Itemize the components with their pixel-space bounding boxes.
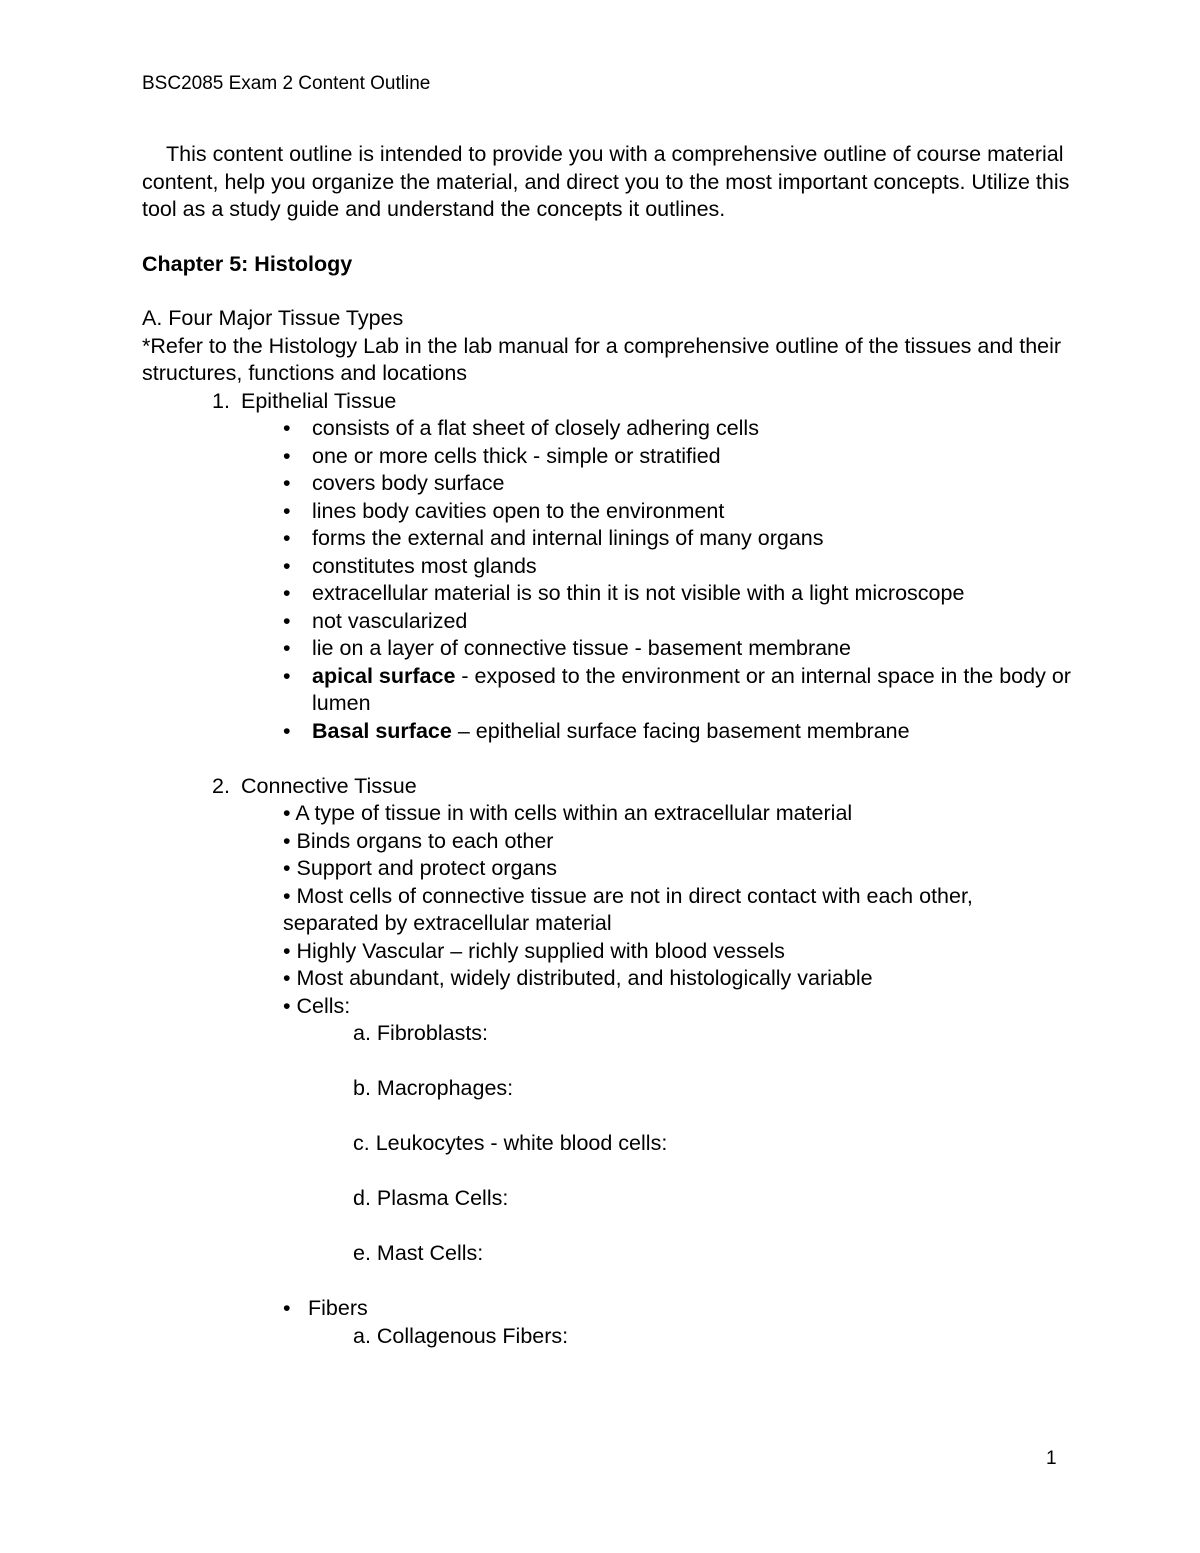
cells-list	[142, 1020, 1072, 1268]
fiber-type-item: a. Collagenous Fibers:	[353, 1323, 569, 1348]
list-item: • Highly Vascular – richly supplied with blood vessels	[283, 938, 785, 963]
list-item: • lie on a layer of connective tissue - basement membrane	[142, 635, 1072, 663]
connective-number: 2.	[212, 773, 230, 798]
bullet-icon: •	[283, 581, 291, 605]
connective-title: Connective Tissue	[241, 773, 417, 798]
list-item: • A type of tissue in with cells within an extracellular material	[283, 801, 853, 825]
intro-paragraph: This content outline is intended to provide you with a comprehensive outline of course material content, help you organize the material, and direct you to the most important concepts. Utilize this tool as a study guide and understand the concepts it outlines.	[142, 142, 1070, 221]
cell-type-item: e. Mast Cells:	[353, 1241, 484, 1265]
cell-type-item: b. Macrophages:	[353, 1076, 514, 1100]
list-item: • forms the external and internal linings of many organs	[142, 525, 1072, 553]
bullet-icon: •	[283, 1296, 291, 1320]
bullet-icon: •	[283, 443, 291, 468]
page-content	[142, 141, 1072, 1350]
cell-type-item: d. Plasma Cells:	[353, 1186, 509, 1210]
bullet-icon: •	[283, 471, 291, 495]
bullet-icon: •	[283, 636, 291, 660]
list-item-apical-surface: • apical surface - exposed to the environment or an internal space in the body or lumen	[283, 663, 1071, 715]
list-item: • Most cells of connective tissue are not in direct contact with each other, separated by extracellular material	[283, 883, 973, 935]
bullet-icon: •	[283, 416, 291, 440]
list-item: • consists of a flat sheet of closely adhering cells	[142, 415, 1072, 443]
list-item: • Most abundant, widely distributed, and histologically variable	[283, 966, 873, 990]
list-item: • constitutes most glands	[142, 553, 1072, 581]
epithelial-title: Epithelial Tissue	[241, 388, 397, 413]
fibers-list	[142, 1323, 1072, 1351]
list-item: • Cells:	[283, 993, 351, 1018]
list-item: • Support and protect organs	[283, 856, 558, 880]
section-a-note: *Refer to the Histology Lab in the lab manual for a comprehensive outline of the tissues and their structures, functions and locations	[142, 333, 1062, 385]
list-item: • not vascularized	[142, 608, 1072, 636]
page-header: BSC2085 Exam 2 Content Outline	[142, 73, 431, 94]
epithelial-heading	[142, 388, 1072, 416]
connective-list	[142, 800, 1072, 1020]
bullet-icon: •	[283, 663, 291, 688]
fibers-label: Fibers	[308, 1296, 368, 1320]
cell-type-item: a. Fibroblasts:	[353, 1021, 489, 1045]
epithelial-list	[142, 415, 1072, 745]
list-item-basal-surface: • Basal surface – epithelial surface facing basement membrane	[142, 718, 1072, 746]
chapter-title: Chapter 5: Histology	[142, 251, 353, 276]
fibers-heading	[142, 1295, 1072, 1323]
list-item: • one or more cells thick - simple or stratified	[142, 443, 1072, 471]
connective-heading	[142, 773, 1072, 801]
list-item: • Binds organs to each other	[283, 828, 554, 853]
section-a-title: A. Four Major Tissue Types	[142, 306, 404, 330]
epithelial-number: 1.	[212, 388, 230, 413]
list-item: • covers body surface	[142, 470, 1072, 498]
apical-term: apical surface	[312, 663, 456, 688]
list-item: • extracellular material is so thin it is not visible with a light microscope	[142, 580, 1072, 608]
basal-term: Basal surface	[312, 718, 452, 743]
list-item: • lines body cavities open to the environment	[142, 498, 1072, 526]
bullet-icon: •	[283, 498, 291, 523]
bullet-icon: •	[283, 526, 291, 550]
bullet-icon: •	[283, 718, 291, 743]
bullet-icon: •	[283, 608, 291, 633]
cell-type-item: c. Leukocytes - white blood cells:	[353, 1131, 668, 1155]
page-number: 1	[1046, 1448, 1057, 1469]
bullet-icon: •	[283, 553, 291, 578]
